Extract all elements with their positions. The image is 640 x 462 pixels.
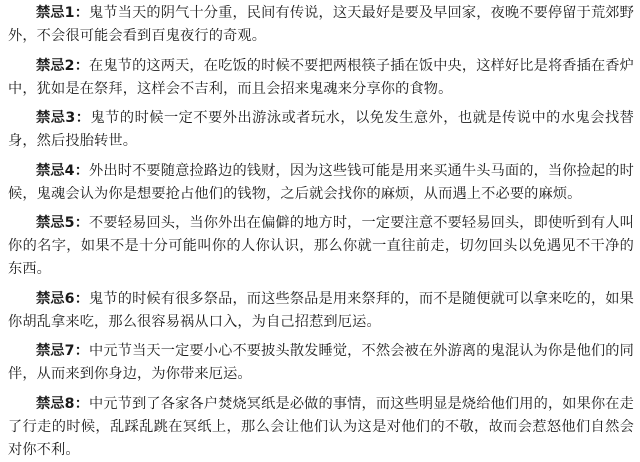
taboo-text: 不要轻易回头，当你外出在偏僻的地方时，一定要注意不要轻易回头，即使听到有人叫你的名字，如果不是十分可能叫你的人你认识，那么你就一直往前走，切勿回头以免遇见不干净的东西。 bbox=[8, 215, 634, 277]
taboo-paragraph-3 bbox=[8, 107, 634, 153]
taboo-label: 禁忌3： bbox=[36, 110, 91, 126]
taboo-paragraph-8 bbox=[8, 393, 634, 462]
taboo-text: 鬼节的时候有很多祭品，而这些祭品是用来祭拜的，而不是随便就可以拿来吃的，如果你胡乱拿来吃，那么很容易祸从口入，为自己招惹到厄运。 bbox=[8, 290, 634, 330]
taboo-paragraph-6 bbox=[8, 288, 634, 334]
taboo-label: 禁忌4： bbox=[36, 162, 90, 179]
taboo-text: 鬼节的时候一定不要外出游泳或者玩水，以免发生意外，也就是传说中的水鬼会找替身，然后投胎转世。 bbox=[8, 110, 634, 149]
taboo-paragraph-5 bbox=[8, 212, 634, 281]
taboo-text: 中元节当天一定要小心不要披头散发睡觉，不然会被在外游离的鬼混认为你是他们的同伴，从而来到你身边，为你带来厄运。 bbox=[8, 343, 634, 382]
taboo-paragraph-2 bbox=[8, 55, 634, 101]
taboo-text: 在鬼节的这两天，在吃饭的时候不要把两根筷子插在饭中央，这样好比是将香插在香炉中，犹如是在祭拜，这样会不吉利，而且会招来鬼魂来分享你的食物。 bbox=[8, 57, 634, 97]
taboo-label: 禁忌6： bbox=[36, 290, 90, 307]
taboo-text: 外出时不要随意捡路边的钱财，因为这些钱可能是用来买通牛头马面的，当你捡起的时候，鬼魂会认为你是想要抢占他们的钱物，之后就会找你的麻烦，从而遇上不必要的麻烦。 bbox=[8, 162, 634, 202]
taboo-text: 中元节到了各家各户焚烧冥纸是必做的事情，而这些明显是烧给他们用的，如果你在走了行走的时候，乱踩乱跳在冥纸上，那么会让他们认为这是对他们的不敬，故而会惹怒他们自然会对你不利。 bbox=[8, 395, 634, 458]
taboo-paragraph-1 bbox=[8, 2, 634, 48]
taboo-label: 禁忌5： bbox=[36, 215, 90, 231]
taboo-paragraph-4 bbox=[8, 160, 634, 206]
taboo-paragraph-7 bbox=[8, 340, 634, 386]
taboo-label: 禁忌1： bbox=[36, 5, 90, 21]
taboo-label: 禁忌8： bbox=[36, 395, 90, 412]
taboo-label: 禁忌7： bbox=[36, 343, 90, 359]
taboo-label: 禁忌2： bbox=[36, 57, 90, 74]
taboo-text: 鬼节当天的阴气十分重，民间有传说，这天最好是要及早回家，夜晚不要停留于荒郊野外，不会很可能会看到百鬼夜行的奇观。 bbox=[8, 5, 634, 44]
